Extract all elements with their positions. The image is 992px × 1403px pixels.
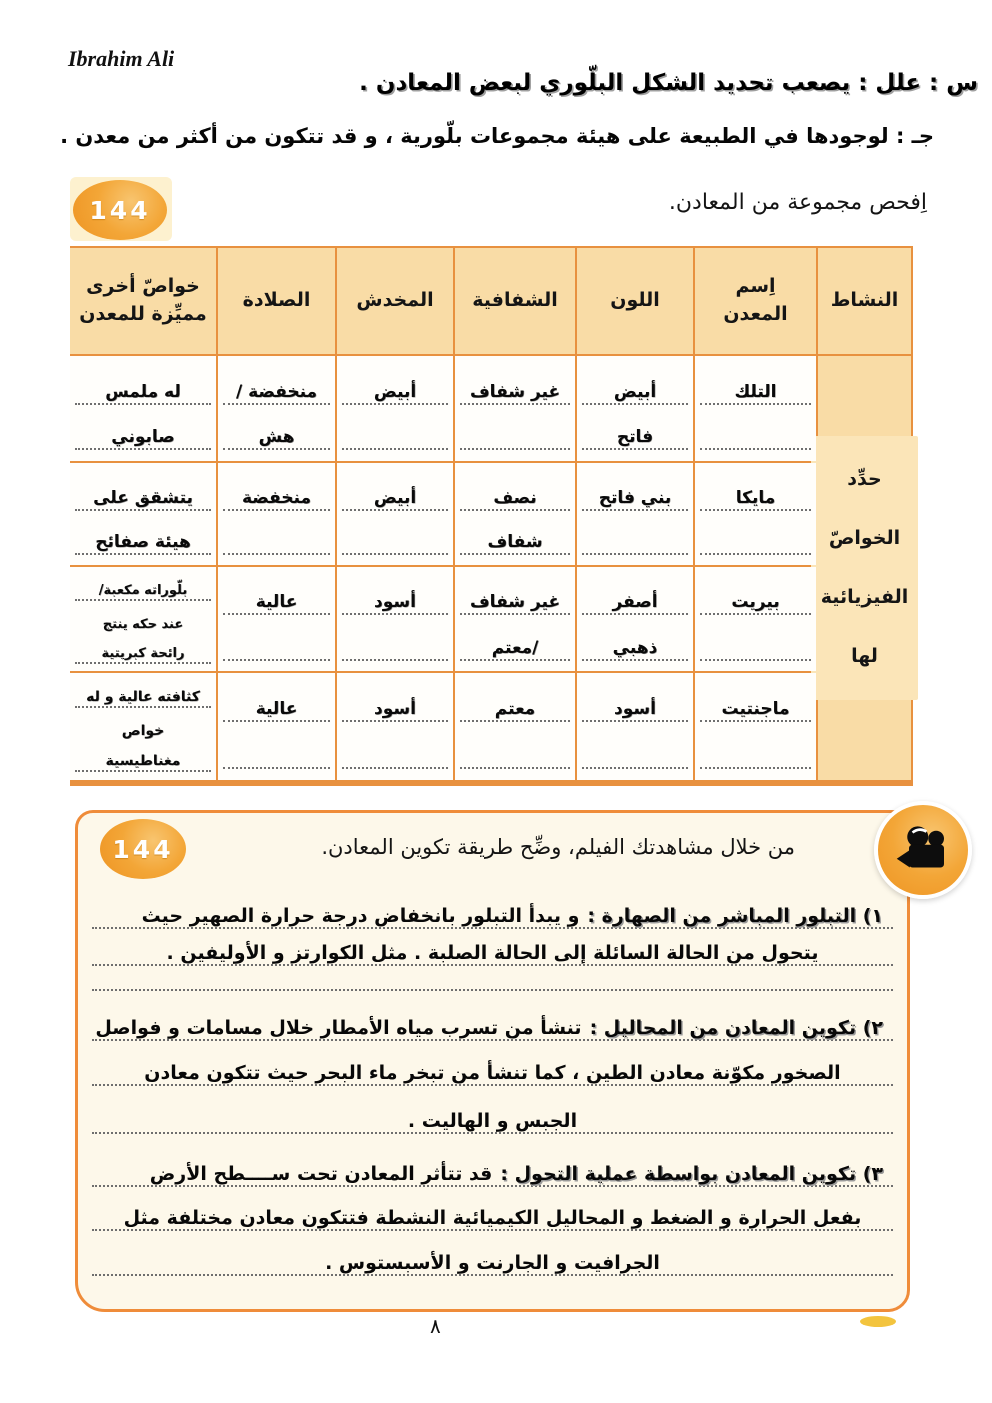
page-number: ٨ <box>430 1314 441 1338</box>
header-transparency: الشفافية <box>455 248 575 354</box>
table-row-magnetite-transparency: معتم <box>455 673 575 780</box>
decoration-sliver <box>860 1316 896 1327</box>
activity1-prompt: اِفحص مجموعة من المعادن. <box>668 190 927 215</box>
point3-line2: بفعل الحرارة و الضغط و المحاليل الكيميائية النشطة فتتكون معادن مختلفة مثل <box>92 1191 893 1231</box>
video-camera-icon <box>895 825 951 875</box>
table-row-talc-streak: أبيض <box>337 356 453 461</box>
table-row-talc-hardness: منخفضة / هش <box>218 356 335 461</box>
author-name: Ibrahim Ali <box>68 46 175 71</box>
table-row-mica-streak: أبيض <box>337 463 453 565</box>
minerals-table <box>70 246 913 786</box>
table-row-talc-color: أبيض فاتح <box>577 356 693 461</box>
film-activity-box <box>75 810 910 1312</box>
table-row-pyrite-name: بيريت <box>695 567 816 671</box>
point3-label: ٣) تكوين المعادن بواسطة عملية التحول : <box>500 1163 883 1185</box>
blank-rule <box>92 968 893 991</box>
table-row-mica-other: يتشقق على هيئة صفائح <box>70 463 216 565</box>
table-row-pyrite-other: بلّوراته مكعبة/ عند حكه ينتج رائحة كبريتية <box>70 567 216 671</box>
point2-line1: ٢) تكوين المعادن من المحاليل : تنشأ من تسرب مياه الأمطار خلال مسامات و فواصل <box>92 1005 893 1041</box>
page-badge-2: 144 <box>100 819 186 879</box>
table-row-magnetite-name: ماجنتيت <box>695 673 816 780</box>
header-streak: المخدش <box>337 248 453 354</box>
table-row-talc-other: له ملمس صابوني <box>70 356 216 461</box>
table-row-magnetite-other: كثافته عالية و له خواص مغناطيسية <box>70 673 216 780</box>
point1-line1: ١) التبلور المباشر من الصهارة : و يبدأ التبلور بانخفاض درجة حرارة الصهير حيث <box>92 893 893 929</box>
point2-line2: الصخور مكوّنة معادن الطين ، كما تنشأ من تبخر ماء البحر حيث تتكون معادن <box>92 1043 893 1086</box>
table-row-magnetite-color: أسود <box>577 673 693 780</box>
answer-line: جـ : لوجودها في الطبيعة على هيئة مجموعات بلّورية ، و قد تتكون من أكثر من معدن . <box>60 124 934 148</box>
header-mineral-name: اِسم المعدن <box>695 248 816 354</box>
header-activity: النشاط <box>818 248 911 354</box>
table-row-mica-transparency: نصف شفاف <box>455 463 575 565</box>
header-color: اللون <box>577 248 693 354</box>
point3-line3: الجرافيت و الجارنت و الأسبستوس . <box>92 1233 893 1276</box>
header-other-properties: خواصّ أخرى مميِّزة للمعدن <box>70 248 216 354</box>
point1-label: ١) التبلور المباشر من الصهارة : <box>587 905 883 927</box>
table-row-pyrite-hardness: عالية <box>218 567 335 671</box>
video-camera-medallion <box>874 801 972 899</box>
table-row-talc-transparency: غير شفاف <box>455 356 575 461</box>
question-line: س : علل : يصعب تحديد الشكل البلّوري لبعض المعادن . <box>359 70 978 96</box>
point2-label: ٢) تكوين المعادن من المحاليل : <box>589 1017 883 1039</box>
table-row-magnetite-hardness: عالية <box>218 673 335 780</box>
page-badge-1: 144 <box>73 180 167 240</box>
table-row-mica-hardness: منخفضة <box>218 463 335 565</box>
activity-merged-cell: حدِّد الخواصّ الفيزيائية لها <box>818 356 911 780</box>
table-row-pyrite-streak: أسود <box>337 567 453 671</box>
table-row-magnetite-streak: أسود <box>337 673 453 780</box>
table-row-mica-name: مايكا <box>695 463 816 565</box>
table-row-mica-color: بني فاتح <box>577 463 693 565</box>
point2-line3: الجبس و الهاليت . <box>92 1088 893 1134</box>
header-hardness: الصلادة <box>218 248 335 354</box>
table-row-talc-name: التلك <box>695 356 816 461</box>
point1-line2: يتحول من الحالة السائلة إلى الحالة الصلبة . مثل الكوارتز و الأوليفين . <box>92 934 893 966</box>
table-row-pyrite-color: أصفر ذهبي <box>577 567 693 671</box>
table-row-pyrite-transparency: غير شفاف /معتم <box>455 567 575 671</box>
activity2-prompt: من خلال مشاهدتك الفيلم، وضِّح طريقة تكوين المعادن. <box>321 835 795 859</box>
point3-line1: ٣) تكوين المعادن بواسطة عملية التحول : قد تتأثر المعادن تحت ســــطح الأرض <box>92 1153 893 1187</box>
